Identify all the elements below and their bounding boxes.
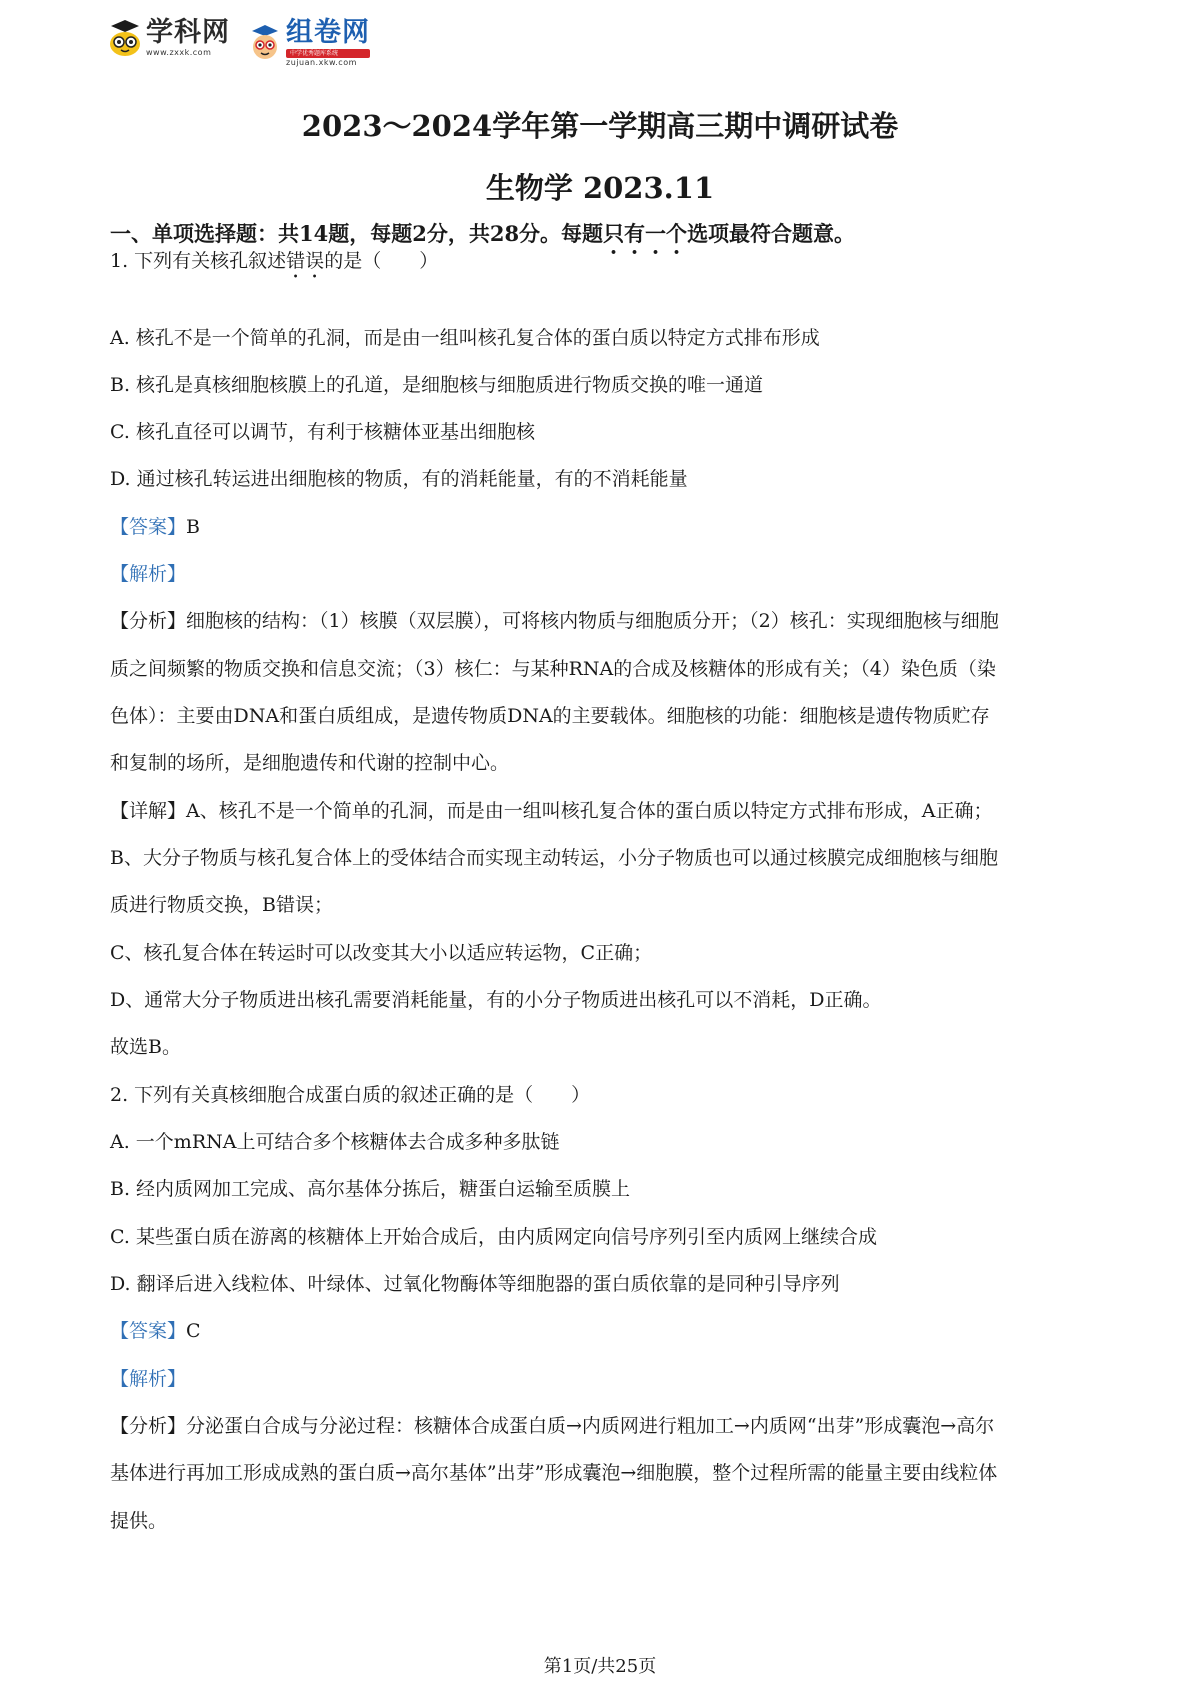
q2-stem: 2. 下列有关真核细胞合成蛋白质的叙述正确的是（ ）	[110, 1084, 591, 1106]
exam-title: 2023～2024学年第一学期高三期中调研试卷	[301, 109, 899, 143]
q1-option-d: D. 通过核孔转运进出细胞核的物质，有的消耗能量，有的不消耗能量	[110, 468, 688, 490]
q1-detail-line-4: C、核孔复合体在转运时可以改变其大小以适应转运物，C正确；	[110, 942, 653, 964]
exam-subtitle: 生物学 2023.11	[485, 171, 715, 205]
q1-conclusion: 故选B。	[110, 1036, 181, 1058]
q1-stem-emphasis: 错误	[286, 250, 325, 272]
student-mascot-icon	[248, 23, 282, 63]
section-heading-c: 选项最符合题意。	[687, 221, 856, 246]
q1-analysis-tag: 【解析】	[110, 563, 187, 585]
q1-detail-line-1	[110, 798, 992, 824]
q1-fenxi-line-3: 色体）：主要由DNA和蛋白质组成，是遗传物质DNA的主要载体。细胞核的功能：细胞核是遗传物质贮存	[110, 705, 990, 727]
q1-detail-text-1: A、核孔不是一个简单的孔洞，而是由一组叫核孔复合体的蛋白质以特定方式排布形成，A正确；	[186, 800, 993, 822]
q1-detail-line-3: 质进行物质交换，B错误；	[110, 894, 333, 916]
q2-answer-tag: 【答案】	[110, 1320, 187, 1342]
q1-stem-a: 1. 下列有关核孔叙述	[110, 250, 287, 272]
q1-stem-c: 的是（ ）	[324, 250, 439, 272]
logo2-name: 组卷网	[286, 17, 370, 48]
q1-fenxi-text-1: 细胞核的结构：（1）核膜（双层膜），可将核内物质与细胞质分开；（2）核孔：实现细胞核与细胞	[186, 610, 999, 632]
zujuanwang-logo	[248, 18, 370, 68]
q1-fenxi-line-4: 和复制的场所，是细胞遗传和代谢的控制中心。	[110, 752, 510, 774]
q1-option-a: A. 核孔不是一个简单的孔洞，而是由一组叫核孔复合体的蛋白质以特定方式排布形成	[110, 327, 820, 349]
q1-answer-tag: 【答案】	[110, 516, 187, 538]
q1-stem	[110, 248, 438, 283]
q1-answer-value: B	[186, 516, 200, 538]
q2-option-a: A. 一个mRNA上可结合多个核糖体去合成多种多肽链	[110, 1131, 560, 1153]
q2-fenxi-line-3: 提供。	[110, 1510, 168, 1532]
logo1-url: www.zxxk.com	[146, 48, 212, 57]
q1-option-b: B. 核孔是真核细胞核膜上的孔道，是细胞核与细胞质进行物质交换的唯一通道	[110, 374, 764, 396]
q1-detail-line-5: D、通常大分子物质进出核孔需要消耗能量，有的小分子物质进出核孔可以不消耗，D正确。	[110, 989, 882, 1011]
section-heading-emphasis: 只有一个	[603, 221, 688, 246]
q2-option-b: B. 经内质网加工完成、高尔基体分拣后，糖蛋白运输至质膜上	[110, 1178, 631, 1200]
q2-answer	[110, 1318, 201, 1344]
q1-fenxi-line-1	[110, 608, 999, 634]
section-heading-a: 一、单项选择题：共14题，每题2分，共28分。每题	[110, 221, 604, 246]
q2-fenxi-tag: 【分析】	[110, 1415, 187, 1437]
q2-answer-value: C	[186, 1320, 201, 1342]
header-logos	[108, 18, 388, 74]
q2-fenxi-line-1	[110, 1413, 994, 1439]
xuekewang-logo	[108, 18, 230, 58]
q2-option-c: C. 某些蛋白质在游离的核糖体上开始合成后，由内质网定向信号序列引至内质网上继续合成	[110, 1226, 877, 1248]
q1-fenxi-tag: 【分析】	[110, 610, 187, 632]
q2-analysis-tag: 【解析】	[110, 1368, 187, 1390]
q2-fenxi-text-1: 分泌蛋白合成与分泌过程：核糖体合成蛋白质→内质网进行粗加工→内质网“出芽”形成囊泡→高尔	[186, 1415, 995, 1437]
q1-fenxi-line-2: 质之间频繁的物质交换和信息交流；（3）核仁：与某种RNA的合成及核糖体的形成有关；（4）染色质（染	[110, 658, 996, 680]
q1-detail-line-2: B、大分子物质与核孔复合体上的受体结合而实现主动转运，小分子物质也可以通过核膜完成细胞核与细胞	[110, 847, 998, 869]
owl-mascot-icon	[108, 18, 142, 58]
q1-option-c: C. 核孔直径可以调节，有利于核糖体亚基出细胞核	[110, 421, 535, 443]
q2-fenxi-line-2: 基体进行再加工形成成熟的蛋白质→高尔基体”出芽”形成囊泡→细胞膜，整个过程所需的能量主要由线粒体	[110, 1462, 998, 1484]
page-number: 第1页/共25页	[543, 1656, 657, 1677]
q1-answer	[110, 514, 200, 540]
logo1-name: 学科网	[146, 17, 230, 48]
logo2-url: zujuan.xkw.com	[286, 58, 357, 67]
q1-detail-tag: 【详解】	[110, 800, 187, 822]
logo2-sub: 中学优秀题库系统	[286, 49, 370, 58]
q2-option-d: D. 翻译后进入线粒体、叶绿体、过氧化物酶体等细胞器的蛋白质依靠的是同种引导序列	[110, 1273, 840, 1295]
